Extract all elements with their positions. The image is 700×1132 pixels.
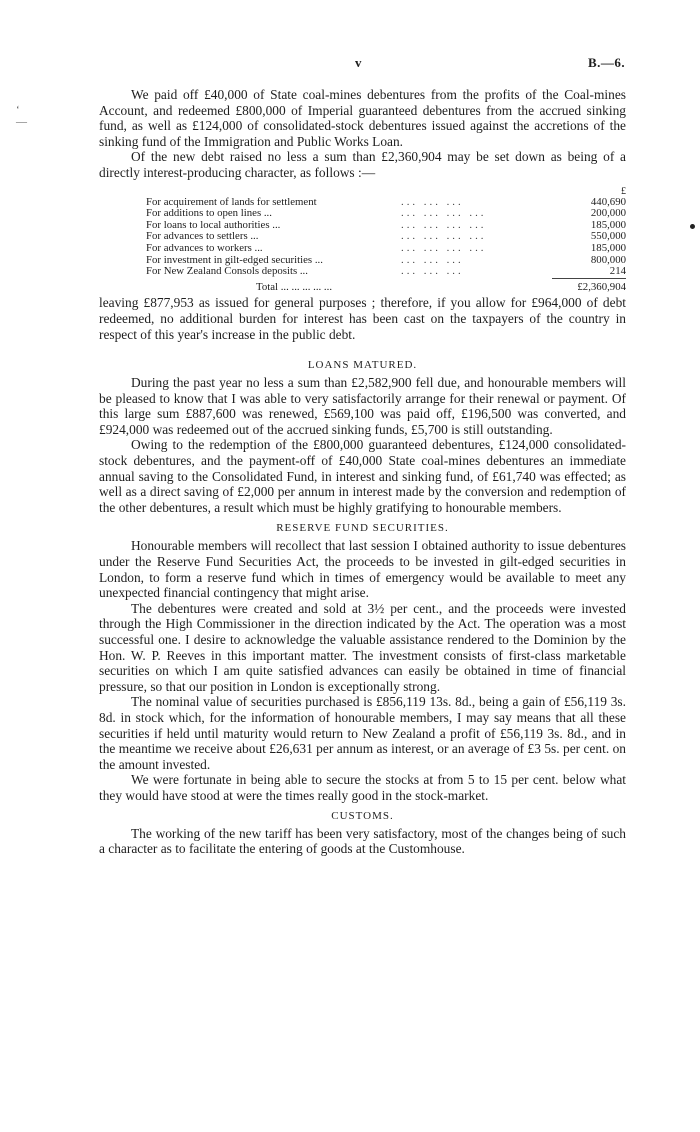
paragraph: We were fortunate in being able to secure the stocks at from 5 to 15 per cent. below what they would have stood at were the times really good in the stock-market. bbox=[99, 772, 626, 803]
section-heading-loans-matured: LOANS MATURED. bbox=[307, 359, 418, 372]
row-leader: ... ... ... ... bbox=[401, 219, 487, 231]
row-label: For advances to workers ... bbox=[146, 242, 263, 254]
margin-mark: ‘ — bbox=[16, 104, 27, 128]
row-label: For investment in gilt-edged securities ... bbox=[146, 254, 323, 266]
page-number: v bbox=[355, 55, 362, 70]
row-leader: ... ... ... bbox=[401, 266, 464, 278]
table-row bbox=[146, 208, 626, 220]
row-leader: ... ... ... bbox=[401, 196, 464, 208]
table-row bbox=[146, 220, 626, 232]
row-amount: 185,000 bbox=[590, 218, 626, 231]
paragraph: Honourable members will recollect that last session I obtained authority to issue debentures under the Reserve Fund Securities Act, the proceeds to be invested in gilt-edged securities in London, to form a reserve fund which in times of emergency would be available to meet any unexpected financial contingency that might arise. bbox=[99, 538, 626, 601]
paragraph: During the past year no less a sum than £2,582,900 fell due, and honourable members will be pleased to know that I was able to very satisfactorily arrange for their renewal or payment. Of this large sum £887,600 was renewed, £569,100 was paid off, £196,500 was converted, and £924,000 was redeemed out of the accrued sinking funds, £5,700 is still outstanding. bbox=[99, 375, 626, 437]
table-row bbox=[146, 243, 626, 255]
row-label: For loans to local authorities ... bbox=[146, 219, 281, 231]
paragraph: The working of the new tariff has been very satisfactory, most of the changes being of such a character as to facilitate the entering of goods at the Customhouse. bbox=[99, 825, 626, 857]
table-rows bbox=[146, 197, 626, 278]
total-amount: £2,360,904 bbox=[577, 280, 626, 293]
table-row bbox=[146, 197, 626, 209]
total-row bbox=[146, 282, 626, 294]
row-leader: ... ... ... bbox=[401, 254, 464, 266]
table-row bbox=[146, 255, 626, 267]
paragraph: We paid off £40,000 of State coal-mines debentures from the profits of the Coal-mines Account, and redeemed £800,000 of Imperial guaranteed debentures from the accrued sinking fund, as well as £124,000 of consolidated-stock debentures issued against the accretions of the sinking fund of the Immigration and Public Works Loan. bbox=[99, 87, 626, 149]
paragraph: leaving £877,953 as issued for general purposes ; therefore, if you allow for £964,000 of debt redeemed, no additional burden for interest has been cast on the taxpayers of the country in respect of this year's increase in the public debt. bbox=[99, 295, 626, 342]
row-amount: 550,000 bbox=[590, 230, 626, 243]
row-amount: 440,690 bbox=[590, 195, 626, 208]
section-heading-reserve-fund: RESERVE FUND SECURITIES. bbox=[276, 522, 449, 535]
row-leader: ... ... ... ... bbox=[401, 242, 487, 254]
document-id: B.—6. bbox=[588, 55, 626, 70]
margin-dot bbox=[690, 224, 695, 229]
row-amount: 200,000 bbox=[590, 207, 626, 220]
table-row bbox=[146, 231, 626, 243]
row-amount: 800,000 bbox=[590, 253, 626, 266]
table-row bbox=[146, 266, 626, 278]
total-rule bbox=[552, 278, 626, 279]
table-unit: £ bbox=[621, 185, 626, 197]
row-leader: ... ... ... ... bbox=[401, 231, 487, 243]
row-label: For acquirement of lands for settlement bbox=[146, 196, 317, 208]
paragraph: The debentures were created and sold at 3½ per cent., and the proceeds were invested through the High Commissioner in the direction indicated by the Act. The operation was a most successful one. I desire to acknowledge the valuable assistance rendered to the Dominion by the Hon. W. P. Reeves in this important matter. The investment consists of first-class marketable securities on which I am quite satisfied advances can easily be obtained in time of financial pressure, so that our position in London is exceptionally strong. bbox=[99, 600, 626, 694]
row-leader: ... ... ... ... bbox=[401, 208, 487, 220]
debt-table bbox=[146, 187, 626, 294]
paragraph: Owing to the redemption of the £800,000 guaranteed debentures, £124,000 consolidated-stock debentures, and the payment-off of £40,000 State coal-mines debentures an immediate annual saving to the Consolidated Fund, in interest and sinking fund, of £61,740 was effected; as well as a direct saving of £2,000 per annum in interest made by the conversion and redemption of the other debentures, a result which must be highly gratifying to honourable members. bbox=[99, 437, 626, 515]
body-column bbox=[99, 87, 626, 857]
row-amount: 185,000 bbox=[590, 241, 626, 254]
row-label: For advances to settlers ... bbox=[146, 231, 259, 243]
paragraph: Of the new debt raised no less a sum than £2,360,904 may be set down as being of a directly interest-producing character, as follows :— bbox=[99, 149, 626, 180]
total-label: Total ... ... ... ... ... bbox=[256, 281, 333, 293]
row-amount: 214 bbox=[609, 265, 626, 278]
section-heading-customs: CUSTOMS. bbox=[331, 809, 394, 822]
row-label: For New Zealand Consols deposits ... bbox=[146, 266, 308, 278]
row-label: For additions to open lines ... bbox=[146, 208, 272, 220]
paragraph: The nominal value of securities purchased is £856,119 13s. 8d., being a gain of £56,119 3s. 8d. in stock which, for the information of honourable members, I may say means that all these securities if held until maturity would return to New Zealand a profit of £56,119 3s. 8d., and in the meantime we receive about £26,631 per annum as interest, or an average of £3 5s. per cent. on the amount invested. bbox=[99, 694, 626, 772]
